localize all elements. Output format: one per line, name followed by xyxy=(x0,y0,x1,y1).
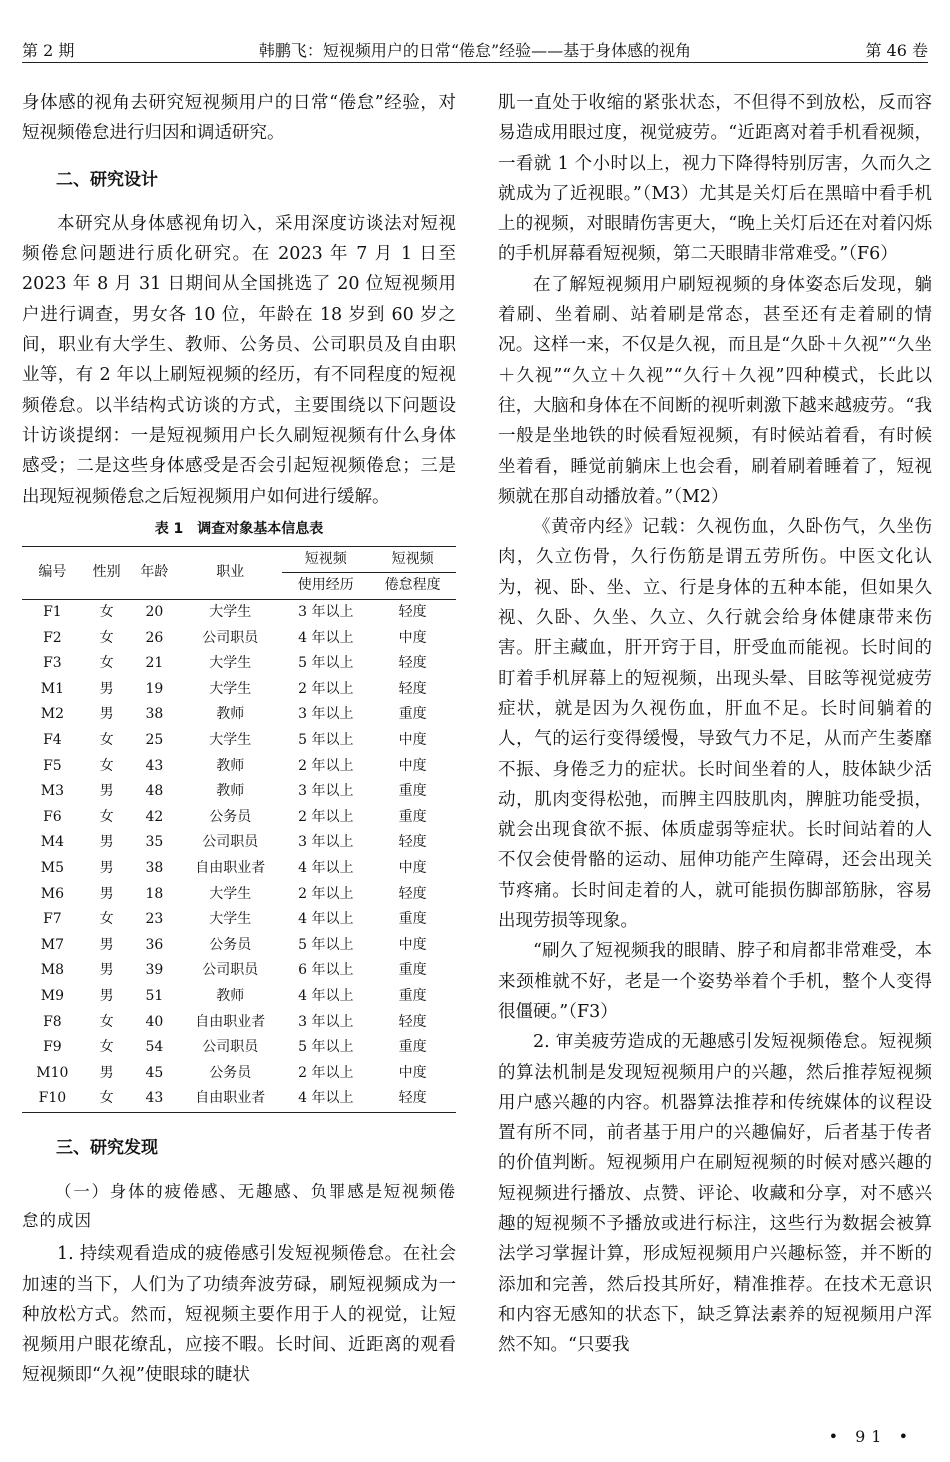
cell-experience: 2 年以上 xyxy=(298,757,354,774)
cell-id: F5 xyxy=(43,757,62,774)
cell-gender: 男 xyxy=(99,987,114,1004)
cell-degree: 轻度 xyxy=(398,1013,427,1030)
right-paragraph-1: 肌一直处于收缩的紧张状态，不但得不到放松，反而容易造成用眼过度，视觉疲劳。“近距离对着手机看视频，一看就 1 个小时以上，视力下降得特别厉害，久而久之就成为了近视眼。”（M3）尤其是关灯后在黑暗中看手机上的视频，对眼睛伤害更大，“晚上关灯后还在对着闪烁的手机屏幕看短视频，第二天眼睛非常难受。”（F6） xyxy=(498,93,932,265)
cell-degree: 重度 xyxy=(398,987,427,1004)
cell-degree: 重度 xyxy=(398,706,427,723)
cell-job: 大学生 xyxy=(209,604,252,621)
cell-degree: 重度 xyxy=(398,808,427,825)
cell-job: 大学生 xyxy=(209,680,252,697)
right-column xyxy=(498,88,932,1360)
cell-id: F7 xyxy=(43,911,62,928)
cell-experience: 6 年以上 xyxy=(298,962,354,979)
col-header-id: 编号 xyxy=(22,546,83,599)
cell-id: M10 xyxy=(36,1064,69,1081)
table-row xyxy=(22,882,456,908)
cell-gender: 女 xyxy=(99,757,114,774)
cell-job: 教师 xyxy=(216,783,245,800)
cell-job: 大学生 xyxy=(209,655,252,672)
cell-degree: 轻度 xyxy=(398,885,427,902)
cell-id: F4 xyxy=(43,732,62,749)
cell-id: F1 xyxy=(43,604,62,621)
cell-degree: 重度 xyxy=(398,911,427,928)
cell-degree: 中度 xyxy=(398,732,427,749)
cell-job: 大学生 xyxy=(209,732,252,749)
cell-id: F10 xyxy=(22,1086,83,1112)
left-column xyxy=(22,88,456,1391)
cell-gender: 男 xyxy=(99,859,114,876)
col-header-deg-top: 短视频 xyxy=(369,546,456,573)
cell-degree: 轻度 xyxy=(398,604,427,621)
cell-age: 45 xyxy=(145,1064,164,1081)
cell-experience: 4 年以上 xyxy=(298,629,354,646)
cell-degree: 轻度 xyxy=(398,834,427,851)
cell-experience: 5 年以上 xyxy=(298,732,354,749)
running-title: 韩鹏飞：短视频用户的日常“倦怠”经验——基于身体感的视角 xyxy=(258,41,692,60)
table-row xyxy=(22,856,456,882)
cell-id: M2 xyxy=(40,706,64,723)
col-header-job: 职业 xyxy=(178,546,282,599)
cell-id: F9 xyxy=(43,1039,62,1056)
cell-job: 公务员 xyxy=(209,936,252,953)
issue-number: 第 2 期 xyxy=(22,41,75,60)
cell-job: 公务员 xyxy=(209,1064,252,1081)
table-row xyxy=(22,779,456,805)
cell-id: M5 xyxy=(40,859,64,876)
cell-id: F2 xyxy=(43,629,62,646)
cell-age: 23 xyxy=(145,911,164,928)
cell-age: 18 xyxy=(145,885,164,902)
table-row xyxy=(22,907,456,933)
cell-id: M1 xyxy=(40,680,64,697)
table-row xyxy=(22,933,456,959)
cell-gender: 女 xyxy=(83,1086,131,1112)
volume-number: 第 46 卷 xyxy=(865,41,928,60)
cell-job: 大学生 xyxy=(209,885,252,902)
cell-experience: 3 年以上 xyxy=(298,783,354,800)
cell-job: 公司职员 xyxy=(202,834,259,851)
cell-age: 25 xyxy=(145,732,164,749)
cell-age: 43 xyxy=(130,1086,178,1112)
subsection-heading: （一）身体的疲倦感、无趣感、负罪感是短视频倦怠的成因 xyxy=(22,1182,456,1231)
cell-degree: 中度 xyxy=(398,757,427,774)
cell-job: 大学生 xyxy=(209,911,252,928)
cell-age: 20 xyxy=(145,604,164,621)
table-row xyxy=(22,1086,456,1112)
page-number: • 91 • xyxy=(828,1427,914,1446)
cell-id: M8 xyxy=(40,962,64,979)
cell-age: 51 xyxy=(145,987,164,1004)
cell-job: 教师 xyxy=(216,987,245,1004)
table-body xyxy=(22,600,456,1113)
cell-degree: 重度 xyxy=(398,783,427,800)
cell-experience: 4 年以上 xyxy=(298,987,354,1004)
cell-experience: 2 年以上 xyxy=(298,808,354,825)
col-header-age: 年龄 xyxy=(130,546,178,599)
section-heading-findings: 三、研究发现 xyxy=(56,1137,158,1158)
cell-experience: 4 年以上 xyxy=(298,911,354,928)
cell-age: 35 xyxy=(145,834,164,851)
cell-experience: 5 年以上 xyxy=(298,1039,354,1056)
table-row xyxy=(22,677,456,703)
table-row xyxy=(22,1061,456,1087)
table-row xyxy=(22,651,456,677)
cell-degree: 轻度 xyxy=(398,655,427,672)
cell-gender: 男 xyxy=(99,783,114,800)
cell-id: F3 xyxy=(43,655,62,672)
cell-degree: 中度 xyxy=(398,936,427,953)
cell-age: 48 xyxy=(145,783,164,800)
cell-experience: 2 年以上 xyxy=(298,1064,354,1081)
running-header xyxy=(22,38,928,63)
table-row xyxy=(22,1035,456,1061)
cell-degree: 重度 xyxy=(398,962,427,979)
cell-age: 42 xyxy=(145,808,164,825)
right-paragraph-4: “刷久了短视频我的眼睛、脖子和肩都非常难受，本来颈椎就不好，老是一个姿势举着个手机，整个人变得很僵硬。”（F3） xyxy=(498,941,932,1022)
cell-gender: 女 xyxy=(99,808,114,825)
table-row xyxy=(22,1010,456,1036)
cell-degree: 轻度 xyxy=(398,680,427,697)
cell-age: 21 xyxy=(145,655,164,672)
cell-experience: 3 年以上 xyxy=(298,834,354,851)
cell-id: F8 xyxy=(43,1013,62,1030)
cell-age: 40 xyxy=(145,1013,164,1030)
cell-job: 自由职业者 xyxy=(195,1013,266,1030)
cell-gender: 男 xyxy=(99,1064,114,1081)
cell-gender: 女 xyxy=(99,911,114,928)
cell-age: 38 xyxy=(145,859,164,876)
table-row xyxy=(22,600,456,626)
cell-age: 38 xyxy=(145,706,164,723)
cell-gender: 男 xyxy=(99,680,114,697)
right-paragraph-3: 《黄帝内经》记载：久视伤血，久卧伤气，久坐伤肉，久立伤骨，久行伤筋是谓五劳所伤。中医文化认为，视、卧、坐、立、行是身体的五种本能，但如果久视、久卧、久坐、久立、久行就会给身体健康带来伤害。肝主藏血，肝开窍于目，肝受血而能视。长时间的盯着手机屏幕上的短视频，出现头晕、目眩等视觉疲劳症状，就是因为久视伤血，肝血不足。长时间躺着的人，气的运行变得缓慢，导致气力不足，从而产生萎靡不振、身倦乏力的症状。长时间坐着的人，肢体缺少活动，肌肉变得松弛，而脾主四肢肌肉，脾脏功能受损，就会出现食欲不振、体质虚弱等症状。长时间站着的人不仅会使骨骼的运动、屈伸功能产生障碍，还会出现关节疼痛。长时间走着的人，就可能损伤脚部筋脉，容易出现劳损等现象。 xyxy=(498,517,932,932)
table-row xyxy=(22,958,456,984)
cell-experience: 5 年以上 xyxy=(298,655,354,672)
section-heading-design: 二、研究设计 xyxy=(56,169,158,190)
cell-id: M6 xyxy=(40,885,64,902)
cell-age: 54 xyxy=(145,1039,164,1056)
cell-gender: 女 xyxy=(99,655,114,672)
cell-gender: 男 xyxy=(99,962,114,979)
cell-id: F6 xyxy=(43,808,62,825)
cell-gender: 男 xyxy=(99,936,114,953)
cell-experience: 3 年以上 xyxy=(298,706,354,723)
table-row xyxy=(22,728,456,754)
table-row xyxy=(22,702,456,728)
cell-age: 26 xyxy=(145,629,164,646)
table-row xyxy=(22,984,456,1010)
right-paragraph-2: 在了解短视频用户刷短视频的身体姿态后发现，躺着刷、坐着刷、站着刷是常态，甚至还有走着刷的情况。这样一来，不仅是久视，而且是“久卧＋久视”“久坐＋久视”“久立＋久视”“久行＋久视”四种模式，长此以往，大脑和身体在不间断的视听刺激下越来越疲劳。“我一般是坐地铁的时候看短视频，有时候站着看，有时候坐着看，睡觉前躺床上也会看，刷着刷着睡着了，短视频就在那自动播放着。”（M2） xyxy=(498,274,932,507)
cell-job: 公司职员 xyxy=(202,1039,259,1056)
cell-experience: 3 年以上 xyxy=(298,1013,354,1030)
table-row xyxy=(22,754,456,780)
col-header-gender: 性别 xyxy=(83,546,131,599)
cell-gender: 男 xyxy=(99,885,114,902)
table-caption: 表 1 调查对象基本信息表 xyxy=(154,520,324,537)
cell-experience: 2 年以上 xyxy=(298,885,354,902)
cell-experience: 3 年以上 xyxy=(298,604,354,621)
right-paragraph-5: 2. 审美疲劳造成的无趣感引发短视频倦怠。短视频的算法机制是发现短视频用户的兴趣，然后推荐短视频用户感兴趣的内容。机器算法推荐和传统媒体的议程设置有所不同，前者基于用户的兴趣偏好，后者基于传者的价值判断。短视频用户在刷短视频的时候对感兴趣的短视频进行播放、点赞、评论、收藏和分享，对不感兴趣的短视频不予播放或进行标注，这些行为数据会被算法学习掌握计算，形成短视频用户兴趣标签，并不断的添加和完善，然后投其所好，精准推荐。在技术无意识和内容无感知的状态下，缺乏算法素养的短视频用户浑然不知。“只要我 xyxy=(498,1032,932,1356)
cell-id: M7 xyxy=(40,936,64,953)
table-row xyxy=(22,805,456,831)
cell-gender: 女 xyxy=(99,604,114,621)
cell-experience: 5 年以上 xyxy=(298,936,354,953)
cell-job: 教师 xyxy=(216,757,245,774)
cell-experience: 4 年以上 xyxy=(298,859,354,876)
table-row xyxy=(22,830,456,856)
cell-degree: 重度 xyxy=(398,1039,427,1056)
intro-paragraph: 身体感的视角去研究短视频用户的日常“倦怠”经验，对短视频倦怠进行归因和调适研究。 xyxy=(22,93,456,144)
cell-degree: 中度 xyxy=(398,859,427,876)
cell-age: 36 xyxy=(145,936,164,953)
col-header-exp-top: 短视频 xyxy=(282,546,369,573)
cell-job: 公务员 xyxy=(209,808,252,825)
cell-age: 43 xyxy=(145,757,164,774)
cell-job: 自由职业者 xyxy=(195,859,266,876)
cell-experience: 4 年以上 xyxy=(282,1086,369,1112)
respondent-table xyxy=(22,546,456,1113)
col-header-deg-bottom: 倦怠程度 xyxy=(369,573,456,600)
cell-job: 公司职员 xyxy=(202,629,259,646)
cell-job: 教师 xyxy=(216,706,245,723)
cell-degree: 轻度 xyxy=(369,1086,456,1112)
design-paragraph: 本研究从身体感视角切入，采用深度访谈法对短视频倦怠问题进行质化研究。在 2023 年 7 月 1 日至 2023 年 8 月 31 日期间从全国挑选了 20 位短视频用户进行调查，男女各 10 位，年龄在 18 岁到 60 岁之间，职业有大学生、教师、公务员、公司职员及自由职业等，有 2 年以上刷短视频的经历，有不同程度的短视频倦怠。以半结构式访谈的方式，主要围绕以下问题设计访谈提纲：一是短视频用户长久刷短视频有什么身体感受；二是这些身体感受是否会引起短视频倦怠；三是出现短视频倦怠之后短视频用户如何进行缓解。 xyxy=(22,213,456,507)
col-header-exp-bottom: 使用经历 xyxy=(282,573,369,600)
cell-age: 19 xyxy=(145,680,164,697)
cell-gender: 男 xyxy=(99,706,114,723)
cell-id: M9 xyxy=(40,987,64,1004)
cell-degree: 中度 xyxy=(398,629,427,646)
cell-gender: 男 xyxy=(99,834,114,851)
cell-degree: 中度 xyxy=(398,1064,427,1081)
cell-id: M3 xyxy=(40,783,64,800)
cell-id: M4 xyxy=(40,834,64,851)
cell-experience: 2 年以上 xyxy=(298,680,354,697)
cell-job: 公司职员 xyxy=(202,962,259,979)
point1-paragraph: 1. 持续观看造成的疲倦感引发短视频倦怠。在社会加速的当下，人们为了功绩奔波劳碌，刷短视频成为一种放松方式。然而，短视频主要作用于人的视觉，让短视频用户眼花缭乱，应接不暇。长时间、近距离的观看短视频即“久视”使眼球的睫状 xyxy=(22,1244,456,1386)
cell-gender: 女 xyxy=(99,1039,114,1056)
cell-job: 自由职业者 xyxy=(178,1086,282,1112)
table-row xyxy=(22,626,456,652)
cell-gender: 女 xyxy=(99,1013,114,1030)
cell-gender: 女 xyxy=(99,629,114,646)
cell-age: 39 xyxy=(145,962,164,979)
cell-gender: 女 xyxy=(99,732,114,749)
